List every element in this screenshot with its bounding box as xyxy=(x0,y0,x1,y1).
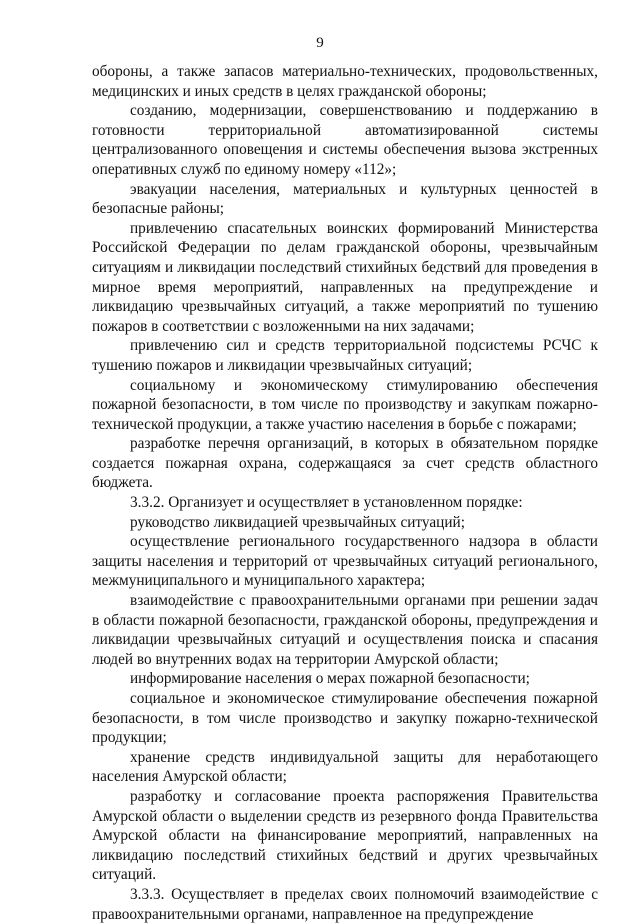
paragraph: хранение средств индивидуальной защиты для неработающего населения Амурской области; xyxy=(92,748,598,786)
document-body xyxy=(92,62,598,924)
paragraph: социальному и экономическому стимулированию обеспечения пожарной безопасности, в том числе по производству и закупкам пожарно-технической продукции, а также участию населения в борьбе с пожарами; xyxy=(92,376,598,433)
paragraph: обороны, а также запасов материально-технических, продовольственных, медицинских и иных средств в целях гражданской обороны; xyxy=(92,63,598,100)
paragraph: социальное и экономическое стимулирование обеспечения пожарной безопасности, в том числе производство и закупку пожарно-технической продукции; xyxy=(92,690,598,747)
paragraph: привлечению сил и средств территориальной подсистемы РСЧС к тушению пожаров и ликвидации чрезвычайных ситуаций; xyxy=(92,337,598,374)
paragraph: взаимодействие с правоохранительными органами при решении задач в области пожарной безопасности, гражданской обороны, предупреждения и ликвидации чрезвычайных ситуаций и осуществления поиска и спасания людей во внутренних водах на территории Амурской области; xyxy=(92,592,598,668)
paragraph: привлечению спасательных воинских формирований Министерства Российской Федерации по делам гражданской обороны, чрезвычайным ситуациям и ликвидации последствий стихийных бедствий для проведения в мирное время мероприятий, направленных на предупреждение и ликвидацию чрезвычайных ситуаций, а также мероприятий по тушению пожаров в соответствии с возложенными на них задачами; xyxy=(92,219,598,335)
page-number: 9 xyxy=(316,35,324,51)
paragraph: осуществление регионального государственного надзора в области защиты населения и территорий от чрезвычайных ситуаций регионального, межмуниципального и муниципального характера; xyxy=(92,533,598,590)
paragraph: созданию, модернизации, совершенствованию и поддержанию в готовности территориальной автоматизированной системы централизованного оповещения и системы обеспечения вызова экстренных оперативных служб по единому номеру «112»; xyxy=(92,102,598,178)
paragraph: разработке перечня организаций, в которых в обязательном порядке создается пожарная охрана, содержащаяся за счет средств областного бюджета. xyxy=(92,435,598,492)
section-heading: 3.3.2. Организует и осуществляет в установленном порядке: xyxy=(130,494,523,512)
paragraph: разработку и согласование проекта распоряжения Правительства Амурской области о выделении средств из резервного фонда Правительства Амурской области на финансирование мероприятий, направленных на ликвидацию последствий стихийных бедствий и других чрезвычайных ситуаций. xyxy=(92,787,598,884)
paragraph: руководство ликвидацией чрезвычайных ситуаций; xyxy=(130,513,465,531)
paragraph: информирование населения о мерах пожарной безопасности; xyxy=(130,670,530,688)
section-heading: 3.3.3. Осуществляет в пределах своих полномочий взаимодействие с правоохранительными органами, направленное на предупреждение xyxy=(92,885,598,923)
paragraph: эвакуации населения, материальных и культурных ценностей в безопасные районы; xyxy=(92,180,598,218)
